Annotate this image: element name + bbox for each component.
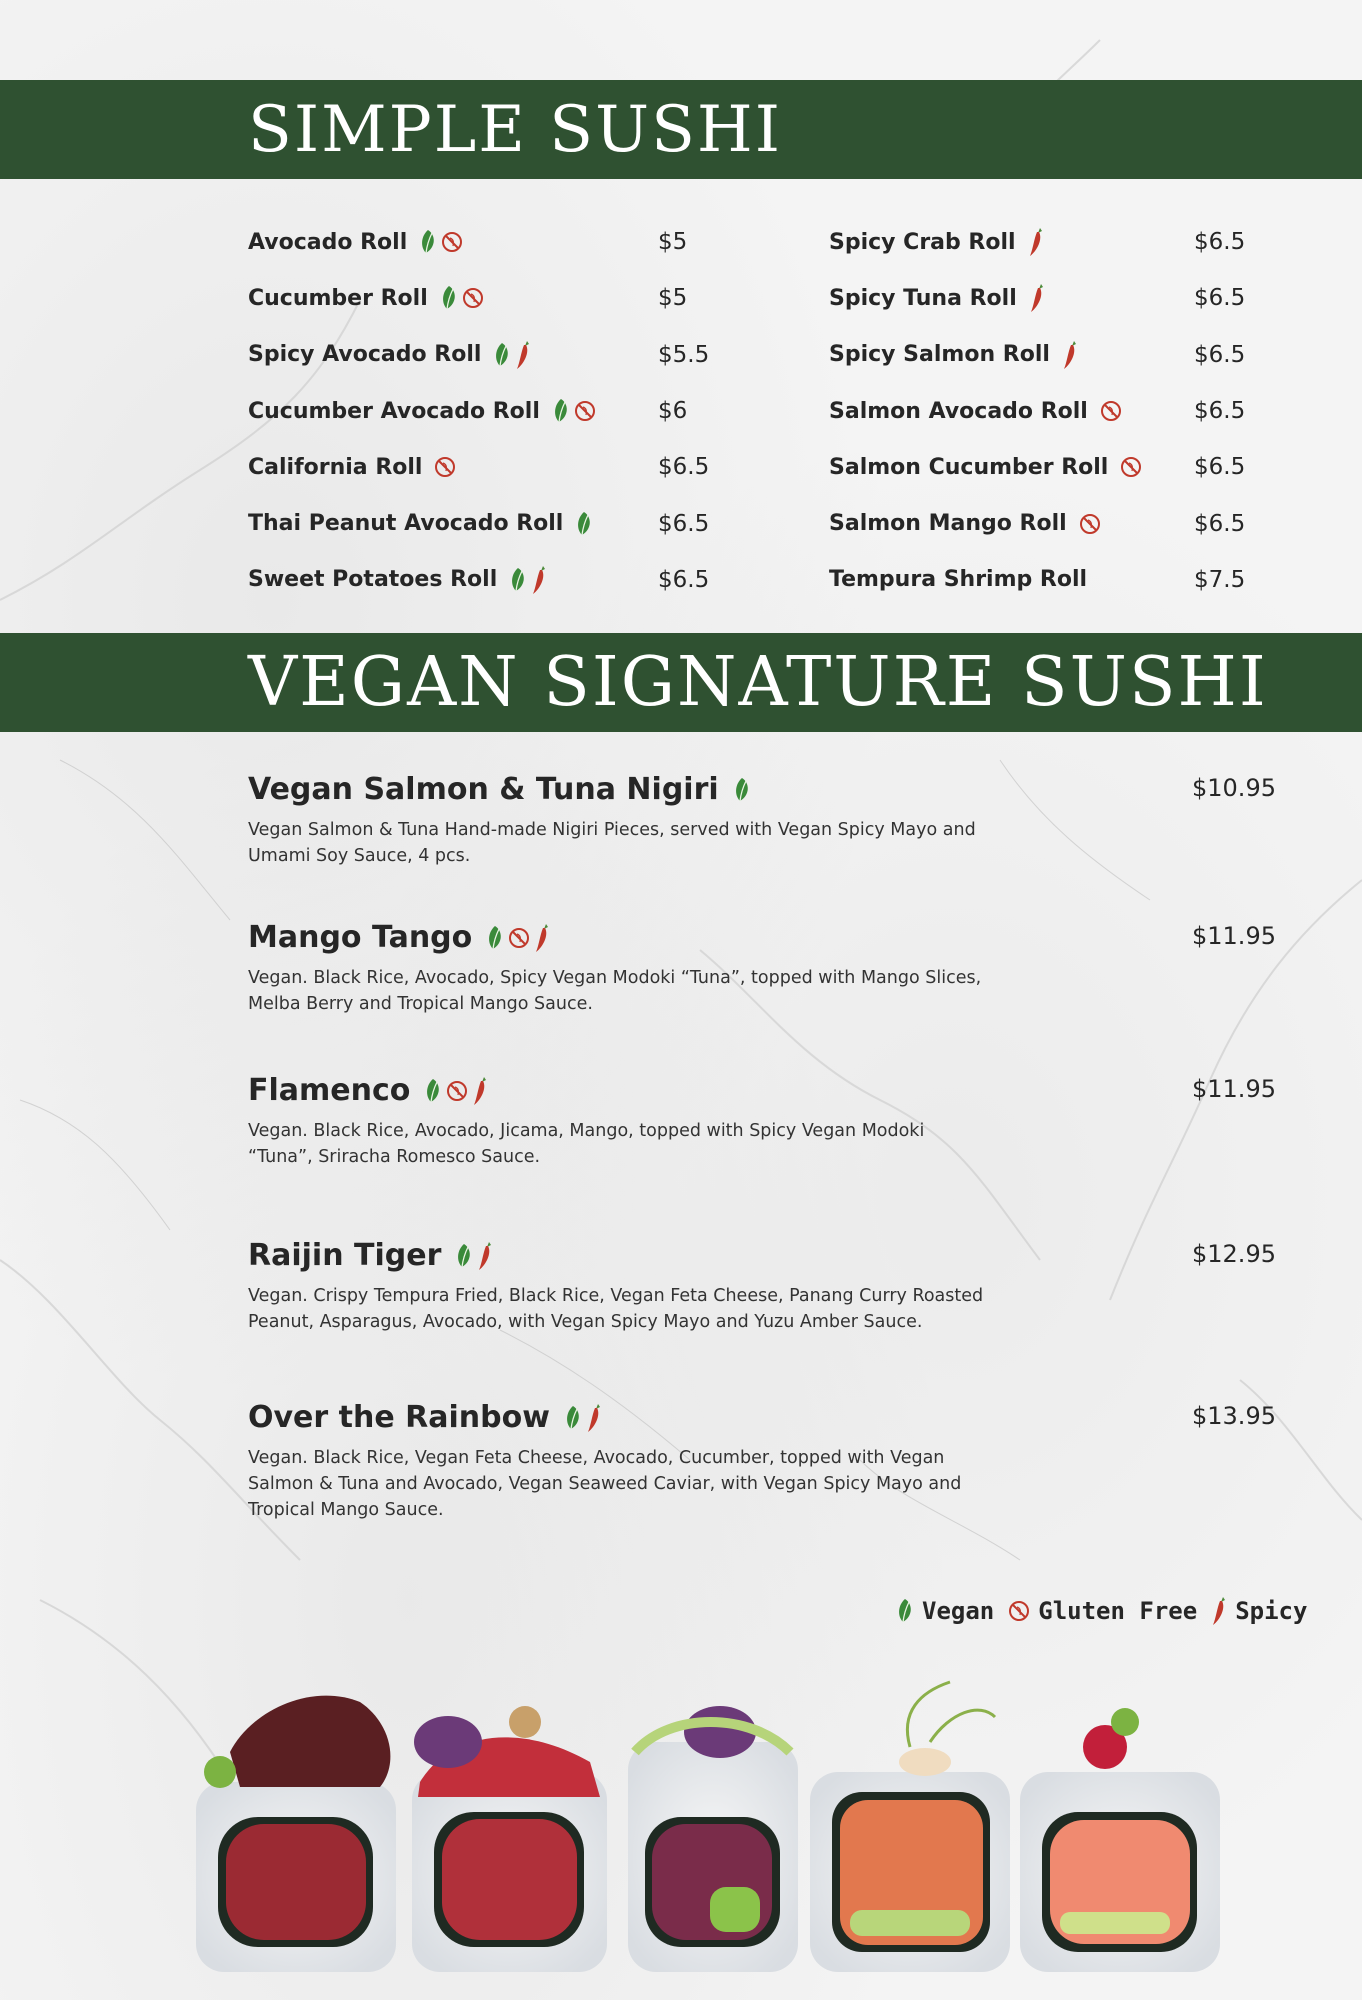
menu-item xyxy=(829,383,1289,439)
vegan-icon xyxy=(424,1078,442,1104)
menu-item-name xyxy=(829,340,1078,370)
menu-item-label: Salmon Cucumber Roll xyxy=(829,454,1109,480)
menu-item-icons xyxy=(493,340,531,370)
spicy-icon xyxy=(1211,1596,1227,1626)
legend-spicy-label: Spicy xyxy=(1235,1597,1308,1625)
menu-item-icons xyxy=(1079,513,1101,535)
vegan-icon xyxy=(733,777,751,803)
signature-item-price: $12.95 xyxy=(1192,1240,1276,1268)
legend xyxy=(896,1596,1307,1626)
menu-item-icons xyxy=(509,565,547,595)
spicy-icon xyxy=(534,923,550,953)
vegan-icon xyxy=(493,342,511,368)
vegan-icon xyxy=(455,1243,473,1269)
vegan-icon xyxy=(440,285,458,311)
signature-item-name: Raijin Tiger xyxy=(248,1238,442,1273)
menu-item-price: $6.5 xyxy=(1194,341,1246,368)
signature-item-price: $10.95 xyxy=(1192,774,1276,802)
legend-spicy xyxy=(1211,1596,1307,1626)
menu-item-label: Avocado Roll xyxy=(248,229,408,255)
spicy-icon xyxy=(472,1076,488,1106)
menu-item-name xyxy=(248,285,484,311)
spicy-icon xyxy=(1029,283,1045,313)
signature-item xyxy=(248,920,1276,1017)
signature-item-title xyxy=(248,1238,1268,1273)
sushi-roll-3 xyxy=(628,1706,798,1972)
gluten-free-icon xyxy=(441,231,463,253)
menu-item-icons xyxy=(440,285,484,311)
menu-item xyxy=(248,495,768,551)
menu-item xyxy=(248,270,768,326)
vegan-icon xyxy=(575,511,593,537)
signature-item-price: $13.95 xyxy=(1192,1402,1276,1430)
gluten-free-icon xyxy=(462,287,484,309)
menu-item-name xyxy=(248,229,463,255)
menu-item xyxy=(248,383,768,439)
menu-item-price: $6.5 xyxy=(658,510,710,537)
menu-item-price: $5 xyxy=(658,229,688,256)
menu-item-icons xyxy=(575,511,593,537)
signature-item-description: Vegan. Black Rice, Vegan Feta Cheese, Avocado, Cucumber, topped with Vegan Salmon & Tuna and Avocado, Vegan Seaweed Caviar, with Vegan Spicy Mayo and Tropical Mango Sauce. xyxy=(248,1448,962,1520)
signature-item-name: Mango Tango xyxy=(248,920,473,955)
signature-item-icons xyxy=(455,1241,493,1271)
legend-gluten-free-label: Gluten Free xyxy=(1038,1597,1198,1625)
simple-sushi-banner xyxy=(0,80,1362,179)
menu-item-price: $6.5 xyxy=(1194,454,1246,481)
menu-item-label: Spicy Salmon Roll xyxy=(829,342,1050,368)
menu-item-price: $6.5 xyxy=(1194,229,1246,256)
menu-item-name xyxy=(248,455,456,480)
signature-item-description: Vegan. Black Rice, Avocado, Spicy Vegan Modoki “Tuna”, topped with Mango Slices, Melba Berry and Tropical Mango Sauce. xyxy=(248,968,982,1014)
menu-item-icons xyxy=(434,456,456,478)
spicy-icon xyxy=(531,565,547,595)
vegan-icon xyxy=(419,229,437,255)
menu-item-label: Thai Peanut Avocado Roll xyxy=(248,511,564,537)
vegan-icon xyxy=(896,1598,914,1624)
menu-item-price: $5.5 xyxy=(658,341,710,368)
signature-item-price: $11.95 xyxy=(1192,1075,1276,1103)
menu-item-name xyxy=(829,511,1101,536)
menu-item-price: $5 xyxy=(658,285,688,312)
menu-item xyxy=(248,552,768,608)
vegan-signature-title: VEGAN SIGNATURE SUSHI xyxy=(248,642,1268,722)
signature-item-description: Vegan. Crispy Tempura Fried, Black Rice, Vegan Feta Cheese, Panang Curry Roasted Peanut, Asparagus, Avocado, with Vegan Spicy Mayo and Yuzu Amber Sauce. xyxy=(248,1286,984,1332)
vegan-icon xyxy=(552,398,570,424)
menu-item-label: Tempura Shrimp Roll xyxy=(829,567,1088,593)
signature-item xyxy=(248,1238,1276,1335)
sushi-roll-4 xyxy=(810,1682,1010,1972)
gluten-free-icon xyxy=(1100,400,1122,422)
menu-item-name xyxy=(829,567,1099,592)
signature-item-title xyxy=(248,920,1268,955)
vegan-icon xyxy=(564,1405,582,1431)
signature-item-price: $11.95 xyxy=(1192,922,1276,950)
signature-item-description: Vegan Salmon & Tuna Hand-made Nigiri Pieces, served with Vegan Spicy Mayo and Umami Soy Sauce, 4 pcs. xyxy=(248,820,976,866)
signature-item-name: Vegan Salmon & Tuna Nigiri xyxy=(248,772,719,807)
simple-sushi-left-column xyxy=(248,214,768,608)
spicy-icon xyxy=(1062,340,1078,370)
menu-item-icons xyxy=(1028,227,1044,257)
spicy-icon xyxy=(515,340,531,370)
menu-item-label: Salmon Mango Roll xyxy=(829,511,1067,537)
signature-item-title xyxy=(248,772,1268,807)
signature-item-icons xyxy=(733,777,751,803)
vegan-signature-banner xyxy=(0,633,1362,732)
menu-item xyxy=(248,327,768,383)
menu-item-name xyxy=(829,455,1142,480)
signature-item-name: Over the Rainbow xyxy=(248,1400,550,1435)
sushi-rolls-photo xyxy=(190,1672,1340,1982)
menu-item-label: Spicy Tuna Roll xyxy=(829,285,1017,311)
spicy-icon xyxy=(586,1403,602,1433)
menu-item-name xyxy=(829,283,1045,313)
signature-item-icons xyxy=(486,923,550,953)
menu-item-name xyxy=(248,565,547,595)
gluten-free-icon xyxy=(574,400,596,422)
menu-item-price: $6 xyxy=(658,398,688,425)
gluten-free-icon xyxy=(508,927,530,949)
signature-item-description: Vegan. Black Rice, Avocado, Jicama, Mango, topped with Spicy Vegan Modoki “Tuna”, Sriracha Romesco Sauce. xyxy=(248,1121,925,1167)
sushi-roll-2 xyxy=(412,1706,607,1972)
gluten-free-icon xyxy=(1120,456,1142,478)
menu-item-icons xyxy=(552,398,596,424)
gluten-free-icon xyxy=(1079,513,1101,535)
menu-item-name xyxy=(248,398,596,424)
menu-item-label: Spicy Avocado Roll xyxy=(248,342,482,368)
menu-item xyxy=(829,495,1289,551)
menu-item xyxy=(829,327,1289,383)
legend-vegan xyxy=(896,1597,994,1625)
gluten-free-icon xyxy=(1008,1600,1030,1622)
spicy-icon xyxy=(1028,227,1044,257)
menu-item-price: $6.5 xyxy=(658,566,710,593)
signature-item xyxy=(248,1400,1276,1523)
menu-item-icons xyxy=(419,229,463,255)
signature-item-title xyxy=(248,1400,1268,1435)
signature-item-title xyxy=(248,1073,1268,1108)
menu-item-icons xyxy=(1062,340,1078,370)
menu-item-label: Sweet Potatoes Roll xyxy=(248,567,498,593)
simple-sushi-title: SIMPLE SUSHI xyxy=(248,92,782,167)
menu-item-icons xyxy=(1120,456,1142,478)
menu-item-price: $6.5 xyxy=(1194,510,1246,537)
menu-item xyxy=(248,439,768,495)
menu-item-name xyxy=(248,511,593,537)
menu-item xyxy=(829,214,1289,270)
signature-item-icons xyxy=(564,1403,602,1433)
gluten-free-icon xyxy=(434,456,456,478)
menu-item xyxy=(829,552,1289,608)
menu-item xyxy=(829,270,1289,326)
simple-sushi-right-column xyxy=(829,214,1289,608)
menu-item-label: Cucumber Avocado Roll xyxy=(248,398,540,424)
menu-item-icons xyxy=(1100,400,1122,422)
menu-item-name xyxy=(248,340,531,370)
menu-item-price: $6.5 xyxy=(1194,285,1246,312)
signature-item-name: Flamenco xyxy=(248,1073,411,1108)
gluten-free-icon xyxy=(446,1080,468,1102)
menu-item-price: $7.5 xyxy=(1194,566,1246,593)
signature-item xyxy=(248,1073,1276,1170)
menu-item-label: Spicy Crab Roll xyxy=(829,229,1016,255)
menu-item xyxy=(248,214,768,270)
menu-item xyxy=(829,439,1289,495)
signature-item-icons xyxy=(424,1076,488,1106)
menu-item-price: $6.5 xyxy=(1194,398,1246,425)
legend-vegan-label: Vegan xyxy=(922,1597,995,1625)
sushi-roll-5 xyxy=(1020,1708,1220,1972)
legend-gluten-free xyxy=(1008,1597,1197,1625)
vegan-icon xyxy=(509,567,527,593)
spicy-icon xyxy=(477,1241,493,1271)
menu-item-price: $6.5 xyxy=(658,454,710,481)
menu-item-name xyxy=(829,399,1122,424)
vegan-icon xyxy=(486,925,504,951)
menu-item-name xyxy=(829,227,1044,257)
menu-item-label: Salmon Avocado Roll xyxy=(829,398,1088,424)
menu-item-icons xyxy=(1029,283,1045,313)
menu-item-label: California Roll xyxy=(248,454,423,480)
signature-item xyxy=(248,772,1276,869)
sushi-roll-1 xyxy=(196,1696,396,1972)
menu-item-label: Cucumber Roll xyxy=(248,285,428,311)
